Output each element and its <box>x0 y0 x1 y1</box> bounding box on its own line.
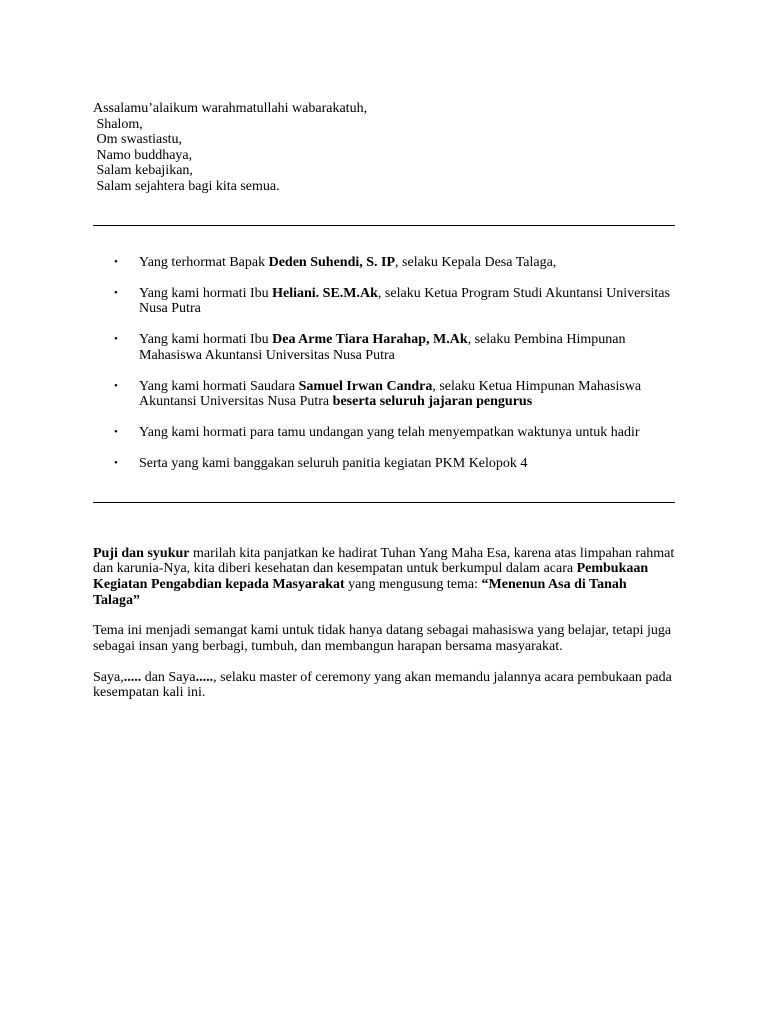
mc-text: , selaku master of ceremony yang akan memandu jalannya acara pembukaan pada kesempatan kali ini. <box>93 669 672 701</box>
greeting-line: Assalamu’alaikum warahmatullahi wabarakatuh, <box>93 101 368 116</box>
theme-paragraph: Tema ini menjadi semangat kami untuk tidak hanya datang sebagai mahasiswa yang belajar, tetapi juga sebagai insan yang berbagi, tumbuh, dan membangun harapan bersama masyarakat. <box>93 623 672 655</box>
honoree-name: Heliani. SE.M.Ak <box>272 285 378 301</box>
mc-placeholder: ..... <box>123 669 142 685</box>
honorific-prefix: Yang kami hormati Ibu <box>139 332 273 348</box>
honorific-prefix: Yang terhormat Bapak <box>139 254 269 270</box>
greeting-line: Salam kebajikan, <box>93 163 193 179</box>
opening-text: marilah kita panjatkan ke hadirat Tuhan Yang Maha Esa, karena atas limpahan rahmat dan karunia-Nya, kita diberi kesehatan dan kesempatan untuk berkumpul dalam acara <box>93 545 675 577</box>
event-theme: “Menenun Asa di Tanah Talaga” <box>93 577 627 608</box>
opening-text: yang mengusung tema: <box>344 577 482 593</box>
document-page <box>93 101 675 716</box>
greeting-block <box>93 101 675 195</box>
honorific-text: Yang kami hormati para tamu undangan yang telah menyempatkan waktunya untuk hadir <box>139 425 640 441</box>
opening-emphasis: Puji dan syukur <box>93 545 190 561</box>
bullet-icon: • <box>114 457 118 470</box>
mc-text: dan Saya <box>141 669 196 685</box>
honoree-name: Deden Suhendi, S. IP <box>268 254 396 270</box>
honoree-name: Samuel Irwan Candra <box>298 378 433 394</box>
list-item <box>93 332 675 363</box>
greeting-line: Shalom, <box>93 116 143 132</box>
section-divider <box>93 225 675 226</box>
section-divider <box>93 502 675 503</box>
bullet-icon: • <box>114 379 118 392</box>
mc-paragraph <box>93 670 675 701</box>
opening-paragraph <box>93 546 675 608</box>
list-item <box>93 456 675 472</box>
honorific-text: Serta yang kami banggakan seluruh panitia kegiatan PKM Kelopok 4 <box>139 456 528 472</box>
honorific-emphasis: beserta seluruh jajaran pengurus <box>332 394 533 410</box>
honorific-role: , selaku Pembina Himpunan Mahasiswa Akuntansi Universitas Nusa Putra <box>139 332 626 363</box>
mc-placeholder: ..... <box>195 669 214 685</box>
honorific-prefix: Yang kami hormati Saudara <box>139 378 299 394</box>
honoree-name: Dea Arme Tiara Harahap, M.Ak <box>272 332 468 348</box>
greeting-line: Om swastiastu, <box>93 132 183 148</box>
bullet-icon: • <box>114 255 118 268</box>
list-item <box>93 255 675 271</box>
honorifics-list <box>93 255 675 472</box>
honorific-role: , selaku Ketua Program Studi Akuntansi Universitas Nusa Putra <box>139 285 670 317</box>
opening-section <box>93 546 675 701</box>
list-item <box>93 425 675 441</box>
greeting-line: Salam sejahtera bagi kita semua. <box>93 178 280 194</box>
honorific-prefix: Yang kami hormati Ibu <box>139 285 273 301</box>
honorific-role: , selaku Kepala Desa Talaga, <box>395 254 557 270</box>
greeting-line: Namo buddhaya, <box>93 147 193 163</box>
mc-text: Saya, <box>93 669 124 685</box>
bullet-icon: • <box>114 333 118 346</box>
bullet-icon: • <box>114 426 118 439</box>
event-name: Pembukaan Kegiatan Pengabdian kepada Masyarakat <box>93 561 649 593</box>
bullet-icon: • <box>114 286 118 299</box>
honorific-role: , selaku Ketua Himpunan Mahasiswa Akuntansi Universitas Nusa Putra <box>139 378 642 410</box>
list-item <box>93 379 675 410</box>
list-item <box>93 286 675 317</box>
